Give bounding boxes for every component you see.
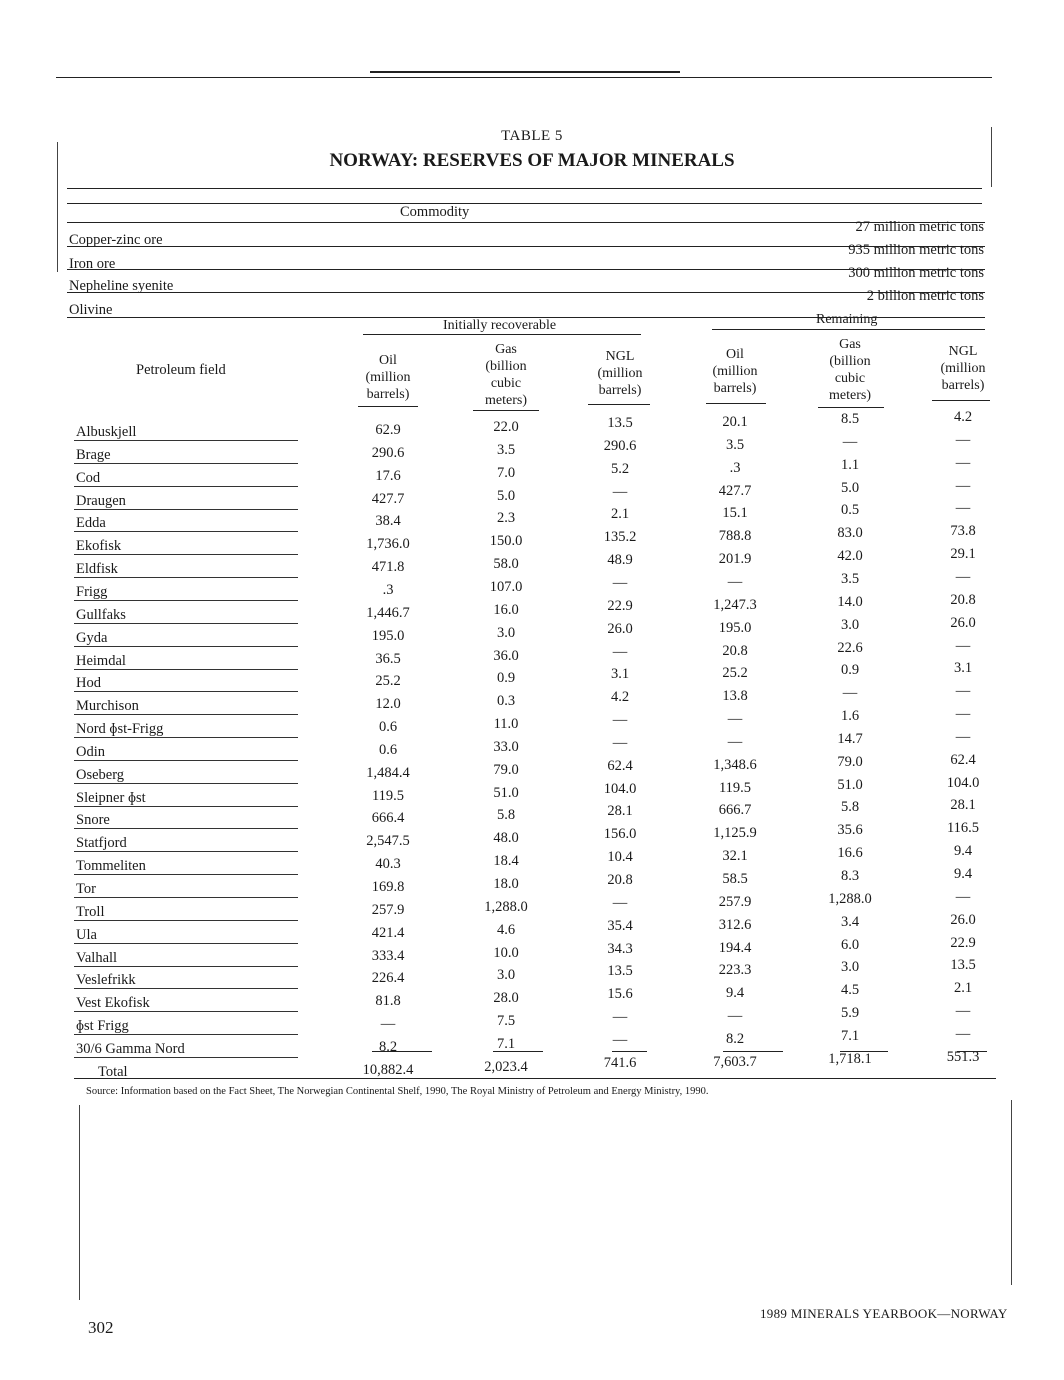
cell-oil-r: 1,125.9 — [713, 825, 757, 842]
cell-ngl-r: 62.4 — [950, 751, 976, 768]
col-oil-initial-line-1: Oil — [379, 353, 397, 368]
running-title: 1989 MINERALS YEARBOOK—NORWAY — [760, 1306, 1008, 1321]
field-name: Statfjord — [76, 835, 127, 852]
col-gas-initial-line-1: Gas — [495, 342, 517, 357]
cell-ngl-r: — — [955, 431, 971, 448]
cell-oil-i: 0.6 — [378, 741, 398, 758]
cell-ngl-r: — — [955, 728, 971, 745]
field-name: Nord ɸst-Frigg — [76, 721, 164, 738]
cell-gas-i: 28.0 — [493, 990, 519, 1007]
cell-ngl-r: 104.0 — [946, 774, 980, 791]
field-name: Eldfisk — [76, 561, 118, 578]
cell-oil-i: 169.8 — [371, 879, 405, 895]
cell-oil-r: 788.8 — [718, 528, 752, 545]
col-gas-remaining-line-3: cubic — [834, 371, 866, 386]
field-name: Hod — [76, 675, 101, 692]
cell-oil-i: 36.5 — [375, 650, 401, 667]
cell-ngl-i: 20.8 — [607, 872, 633, 888]
cell-oil-i: 8.2 — [378, 1038, 398, 1055]
col-ngl-remaining-header — [918, 343, 1008, 394]
field-underline — [74, 714, 298, 715]
field-name: Edda — [76, 515, 106, 532]
cell-ngl-r: 2.1 — [953, 980, 973, 997]
field-name: Snore — [76, 812, 110, 829]
cell-ngl-i: 26.0 — [607, 620, 633, 637]
group-remaining: Remaining — [816, 312, 878, 327]
cell-ngl-r: — — [955, 477, 971, 494]
cell-oil-r: 20.8 — [722, 642, 748, 659]
cell-gas-r: 3.5 — [840, 570, 860, 587]
cell-ngl-i: 104.0 — [603, 780, 637, 797]
cell-ngl-r: 26.0 — [950, 911, 976, 928]
cell-ngl-r: — — [955, 683, 971, 700]
field-underline — [74, 988, 298, 989]
field-name: Brage — [76, 446, 111, 463]
cell-gas-r: 83.0 — [837, 525, 863, 542]
cell-oil-i: 257.9 — [371, 901, 405, 918]
cell-oil-i: 62.9 — [375, 422, 401, 438]
cell-gas-i: 10.0 — [493, 944, 519, 961]
cell-oil-r: 13.8 — [722, 688, 748, 705]
cell-ngl-r: 26.0 — [950, 614, 976, 631]
field-underline — [74, 691, 298, 692]
petroleum-field-header: Petroleum field — [136, 362, 226, 378]
cell-gas-r: 79.0 — [837, 753, 863, 770]
cell-ngl-r: 13.5 — [950, 957, 976, 974]
cell-gas-i: 33.0 — [493, 738, 519, 755]
field-underline — [74, 531, 298, 532]
sum-rule — [612, 1051, 647, 1052]
field-name: Draugen — [76, 492, 126, 509]
cell-ngl-i: 62.4 — [607, 757, 633, 774]
cell-ngl-i: 35.4 — [607, 917, 633, 934]
col-header-rule-ngl-r — [932, 400, 990, 401]
col-oil-remaining-line-1: Oil — [726, 347, 744, 362]
mineral-reserve-value: 300 million metric tons — [848, 265, 984, 281]
cell-oil-r: 194.4 — [718, 939, 752, 956]
col-gas-remaining-line-2: (billion — [829, 354, 871, 369]
cell-oil-r: 223.3 — [718, 962, 752, 979]
cell-ngl-r: — — [955, 500, 971, 517]
cell-ngl-i: 135.2 — [603, 529, 637, 546]
col-oil-initial-line-2: (million — [365, 370, 411, 385]
cell-ngl-r: 116.5 — [946, 820, 980, 837]
cell-ngl-i: 48.9 — [607, 552, 633, 569]
field-name: Cod — [76, 469, 101, 486]
field-name: Sleipner ɸst — [76, 789, 146, 806]
cell-oil-r: — — [727, 1008, 743, 1025]
cell-ngl-i: 741.6 — [603, 1054, 637, 1071]
col-gas-initial-line-3: cubic — [490, 376, 522, 391]
cell-oil-r: 25.2 — [722, 665, 748, 682]
cell-gas-r: 3.4 — [840, 913, 860, 930]
field-underline — [74, 1057, 298, 1058]
cell-oil-i: 119.5 — [371, 787, 405, 804]
field-underline — [74, 623, 298, 624]
cell-ngl-i: 3.1 — [610, 666, 630, 683]
cell-oil-i: 38.4 — [375, 513, 401, 530]
cell-ngl-r: 29.1 — [950, 546, 976, 563]
field-underline — [74, 760, 298, 761]
col-ngl-remaining-line-1: NGL — [948, 344, 978, 359]
cell-gas-r: 8.3 — [840, 868, 860, 884]
field-underline — [74, 1034, 298, 1035]
cell-oil-i: 2,547.5 — [366, 833, 410, 850]
cell-gas-i: 0.9 — [496, 670, 516, 687]
sum-rule — [957, 1051, 987, 1052]
cell-oil-r: 201.9 — [718, 551, 752, 568]
field-name: Veslefrikk — [76, 972, 136, 989]
field-underline — [74, 463, 298, 464]
page-number: 302 — [88, 1318, 114, 1337]
commodity-header-rule — [67, 222, 985, 223]
field-underline — [74, 509, 298, 510]
col-oil-initial-line-3: barrels) — [366, 387, 410, 402]
cell-gas-i: 36.0 — [493, 647, 519, 664]
field-name: Oseberg — [76, 766, 125, 783]
cell-gas-i: 0.3 — [496, 693, 516, 710]
cell-ngl-i: 13.5 — [607, 963, 633, 980]
cell-gas-r: 3.0 — [840, 616, 860, 633]
field-name: Troll — [76, 903, 105, 920]
cell-oil-r: 3.5 — [725, 436, 745, 453]
cell-gas-r: 1,718.1 — [828, 1050, 872, 1067]
cell-ngl-i: 290.6 — [603, 437, 637, 454]
field-underline — [74, 486, 298, 487]
cell-gas-r: 0.5 — [840, 502, 860, 519]
cell-oil-r: — — [727, 573, 743, 590]
mineral-name: Copper-zinc ore — [69, 232, 163, 248]
cell-oil-i: .3 — [382, 581, 394, 598]
col-ngl-initial-header — [575, 348, 665, 399]
col-header-rule-ngl-i — [588, 404, 650, 405]
col-oil-remaining-line-3: barrels) — [713, 381, 757, 396]
top-rule-bold — [370, 71, 680, 73]
cell-gas-r: 22.6 — [837, 639, 863, 656]
field-name: Ula — [76, 926, 97, 943]
field-underline — [74, 1011, 298, 1012]
sum-rule — [493, 1051, 543, 1052]
col-oil-remaining-header — [690, 346, 780, 397]
col-gas-initial-line-4: meters) — [485, 393, 527, 408]
cell-oil-r: 20.1 — [722, 414, 748, 430]
cell-ngl-r: — — [955, 568, 971, 585]
cell-oil-r: 58.5 — [722, 871, 748, 887]
cell-oil-r: — — [727, 711, 743, 728]
cell-ngl-i: 4.2 — [610, 689, 630, 706]
field-underline — [74, 737, 298, 738]
cell-oil-i: 12.0 — [375, 696, 401, 713]
cell-gas-i: 7.0 — [496, 464, 516, 481]
field-name: Murchison — [76, 698, 139, 715]
cell-ngl-r: 3.1 — [953, 660, 973, 677]
field-name: Tommeliten — [76, 858, 146, 875]
cell-ngl-r: 28.1 — [950, 797, 976, 814]
cell-oil-i: 471.8 — [371, 559, 405, 576]
cell-ngl-r: 9.4 — [953, 866, 973, 882]
cell-ngl-i: — — [612, 483, 628, 500]
sum-rule — [723, 1051, 783, 1052]
table-bottom-rule — [74, 1078, 996, 1079]
group-initial-rule — [363, 334, 641, 335]
cell-gas-i: 18.0 — [493, 876, 519, 892]
cell-oil-i: 81.8 — [375, 993, 401, 1010]
cell-oil-r: 257.9 — [718, 893, 752, 910]
cell-oil-i: — — [380, 1016, 396, 1033]
cell-gas-i: 107.0 — [489, 578, 523, 595]
cell-oil-i: 427.7 — [371, 490, 405, 507]
cell-gas-i: 150.0 — [489, 533, 523, 550]
field-underline — [74, 828, 298, 829]
cell-gas-r: 5.8 — [840, 799, 860, 816]
cell-gas-i: 4.6 — [496, 921, 516, 938]
cell-oil-i: 195.0 — [371, 627, 405, 644]
minerals-top-rule-2 — [67, 203, 982, 204]
cell-gas-r: 8.5 — [840, 411, 860, 427]
sum-rule — [372, 1051, 432, 1052]
col-oil-remaining-line-2: (million — [712, 364, 758, 379]
cell-gas-i: 5.8 — [496, 807, 516, 824]
cell-ngl-r: 73.8 — [950, 523, 976, 540]
cell-ngl-r: — — [955, 706, 971, 723]
cell-ngl-i: — — [612, 1031, 628, 1048]
cell-gas-r: 14.7 — [837, 730, 863, 747]
cell-oil-i: 17.6 — [375, 467, 401, 484]
cell-oil-r: 666.7 — [718, 802, 752, 819]
cell-oil-i: 226.4 — [371, 970, 405, 987]
cell-ngl-r: 551.3 — [946, 1048, 980, 1065]
cell-oil-r: — — [727, 733, 743, 750]
field-underline — [74, 646, 298, 647]
cell-oil-r: 1,348.6 — [713, 756, 757, 773]
mineral-row-rule — [67, 292, 985, 293]
cell-ngl-i: 156.0 — [603, 826, 637, 843]
mineral-name: Nepheline syenite — [69, 278, 174, 294]
col-gas-remaining-line-4: meters) — [829, 388, 871, 403]
col-header-rule-gas-i — [473, 410, 539, 411]
mineral-reserve-value: 2 billion metric tons — [866, 288, 984, 304]
col-ngl-initial-line-3: barrels) — [598, 383, 642, 398]
cell-oil-i: 0.6 — [378, 719, 398, 736]
field-name: Ekofisk — [76, 538, 122, 555]
cell-oil-i: 10,882.4 — [362, 1061, 414, 1078]
mineral-reserve-value: 27 million metric tons — [855, 219, 984, 235]
table-title: NORWAY: RESERVES OF MAJOR MINERALS — [329, 150, 735, 171]
cell-gas-i: 51.0 — [493, 784, 519, 801]
total-label: Total — [98, 1063, 128, 1080]
cell-gas-r: — — [842, 433, 858, 450]
field-underline — [74, 600, 298, 601]
col-ngl-initial-line-1: NGL — [605, 349, 635, 364]
top-rule — [56, 77, 992, 78]
cell-gas-i: 2,023.4 — [484, 1058, 528, 1075]
field-name: ɸst Frigg — [76, 1018, 129, 1035]
cell-gas-i: 2.3 — [496, 510, 516, 527]
cell-ngl-r: — — [955, 888, 971, 905]
cell-gas-r: 1.6 — [840, 708, 860, 725]
cell-ngl-r: — — [955, 1025, 971, 1042]
cell-gas-i: 5.0 — [496, 487, 516, 504]
cell-gas-r: 5.0 — [840, 479, 860, 496]
cell-gas-r: — — [842, 685, 858, 702]
cell-gas-r: 1.1 — [840, 456, 860, 473]
cell-gas-i: 18.4 — [493, 853, 519, 870]
field-name: 30/6 Gamma Nord — [76, 1040, 185, 1057]
cell-ngl-i: 34.3 — [607, 940, 633, 957]
field-underline — [74, 874, 298, 875]
cell-gas-i: 11.0 — [493, 716, 519, 733]
cell-oil-i: 40.3 — [375, 856, 401, 873]
mineral-reserve-value: 935 million metric tons — [848, 242, 984, 258]
cell-oil-r: 7,603.7 — [713, 1053, 757, 1070]
col-gas-remaining-header — [805, 336, 895, 404]
field-underline — [74, 920, 298, 921]
mineral-name: Olivine — [69, 302, 113, 318]
field-underline — [74, 943, 298, 944]
cell-gas-r: 14.0 — [837, 593, 863, 610]
cell-oil-i: 421.4 — [371, 924, 405, 941]
field-name: Albuskjell — [76, 424, 137, 440]
field-name: Heimdal — [76, 652, 126, 669]
cell-oil-r: 32.1 — [722, 848, 748, 865]
cell-gas-r: 1,288.0 — [828, 890, 872, 907]
field-underline — [74, 669, 298, 670]
cell-gas-i: 7.5 — [496, 1013, 516, 1030]
cell-ngl-r: — — [955, 1003, 971, 1020]
cell-ngl-i: — — [612, 1009, 628, 1026]
cell-ngl-r: 9.4 — [953, 843, 973, 860]
field-name: Frigg — [76, 583, 108, 600]
cell-oil-r: 312.6 — [718, 916, 752, 933]
cell-ngl-i: — — [612, 734, 628, 751]
field-underline — [74, 440, 298, 441]
cell-gas-i: 79.0 — [493, 761, 519, 778]
cell-ngl-r: 20.8 — [950, 591, 976, 608]
cell-gas-r: 42.0 — [837, 548, 863, 565]
cell-gas-i: 48.0 — [493, 830, 519, 847]
cell-gas-r: 6.0 — [840, 936, 860, 953]
cell-ngl-i: 10.4 — [607, 849, 633, 866]
table-label: TABLE 5 — [501, 128, 563, 144]
cell-gas-r: 51.0 — [837, 776, 863, 793]
cell-ngl-i: 2.1 — [610, 506, 630, 523]
field-underline — [74, 577, 298, 578]
cell-oil-i: 666.4 — [371, 810, 405, 827]
cell-oil-r: 8.2 — [725, 1030, 745, 1047]
col-header-rule-gas-r — [818, 407, 884, 408]
cell-oil-i: 290.6 — [371, 444, 405, 461]
cell-ngl-i: 5.2 — [610, 460, 630, 477]
cell-oil-r: 195.0 — [718, 619, 752, 636]
cell-oil-r: .3 — [729, 459, 741, 476]
cell-gas-i: 58.0 — [493, 556, 519, 573]
cell-oil-r: 119.5 — [718, 779, 752, 796]
field-name: Tor — [76, 881, 96, 897]
cell-oil-r: 9.4 — [725, 985, 745, 1002]
field-underline — [74, 966, 298, 967]
cell-ngl-r: 4.2 — [953, 409, 973, 425]
col-header-rule-oil-r — [706, 403, 766, 404]
field-name: Gyda — [76, 629, 108, 646]
cell-gas-i: 3.5 — [496, 441, 516, 458]
cell-gas-r: 4.5 — [840, 982, 860, 999]
cell-gas-r: 3.0 — [840, 959, 860, 976]
cell-oil-i: 1,736.0 — [366, 536, 410, 553]
cell-gas-r: 7.1 — [840, 1027, 860, 1044]
minerals-top-rule — [67, 188, 982, 189]
field-underline — [74, 851, 298, 852]
right-margin-rule-lower — [1011, 1100, 1012, 1285]
field-underline — [74, 806, 298, 807]
cell-ngl-i: — — [612, 712, 628, 729]
cell-gas-r: 16.6 — [837, 845, 863, 862]
cell-oil-i: 1,484.4 — [366, 764, 410, 781]
cell-ngl-i: — — [612, 894, 628, 911]
col-header-rule-oil-i — [358, 406, 418, 407]
cell-ngl-r: — — [955, 454, 971, 471]
col-ngl-initial-line-2: (million — [597, 366, 643, 381]
sum-rule — [840, 1051, 888, 1052]
cell-ngl-i: — — [612, 574, 628, 591]
mineral-name: Iron ore — [69, 256, 116, 272]
field-underline — [74, 897, 298, 898]
source-note: Source: Information based on the Fact Sheet, The Norwegian Continental Shelf, 1990, The Royal Ministry of Petroleum and Energy Ministry, 1990. — [86, 1086, 709, 1097]
cell-ngl-i: 13.5 — [607, 415, 633, 431]
cell-ngl-i: — — [612, 643, 628, 660]
field-name: Gullfaks — [76, 606, 126, 623]
group-remaining-rule — [712, 329, 985, 330]
cell-gas-i: 22.0 — [493, 419, 519, 435]
cell-ngl-r: — — [955, 637, 971, 654]
cell-oil-i: 25.2 — [375, 673, 401, 690]
col-gas-initial-header — [461, 341, 551, 409]
cell-oil-r: 15.1 — [722, 505, 748, 522]
cell-gas-i: 3.0 — [496, 967, 516, 984]
cell-ngl-i: 22.9 — [607, 597, 633, 614]
cell-gas-i: 3.0 — [496, 624, 516, 641]
cell-ngl-r: 22.9 — [950, 934, 976, 951]
cell-oil-r: 427.7 — [718, 482, 752, 499]
cell-oil-i: 1,446.7 — [366, 604, 410, 621]
left-margin-rule-lower — [79, 1105, 80, 1300]
cell-gas-r: 5.9 — [840, 1005, 860, 1022]
cell-gas-i: 7.1 — [496, 1035, 516, 1052]
col-ngl-remaining-line-2: (million — [940, 361, 986, 376]
cell-oil-r: 1,247.3 — [713, 596, 757, 613]
col-gas-remaining-line-1: Gas — [839, 337, 861, 352]
group-initially-recoverable: Initially recoverable — [443, 318, 557, 333]
col-ngl-remaining-line-3: barrels) — [941, 378, 985, 393]
cell-ngl-i: 15.6 — [607, 986, 633, 1003]
col-oil-initial-header — [343, 352, 433, 403]
commodity-header: Commodity — [400, 204, 470, 220]
field-underline — [74, 554, 298, 555]
col-gas-initial-line-2: (billion — [485, 359, 527, 374]
field-underline — [74, 783, 298, 784]
cell-ngl-i: 28.1 — [607, 803, 633, 820]
field-name: Odin — [76, 743, 105, 760]
field-name: Valhall — [76, 949, 118, 966]
cell-gas-r: 35.6 — [837, 822, 863, 839]
cell-gas-i: 1,288.0 — [484, 898, 528, 915]
cell-gas-i: 16.0 — [493, 601, 519, 618]
field-name: Vest Ekofisk — [76, 995, 150, 1012]
cell-gas-r: 0.9 — [840, 662, 860, 679]
cell-oil-i: 333.4 — [371, 947, 405, 964]
